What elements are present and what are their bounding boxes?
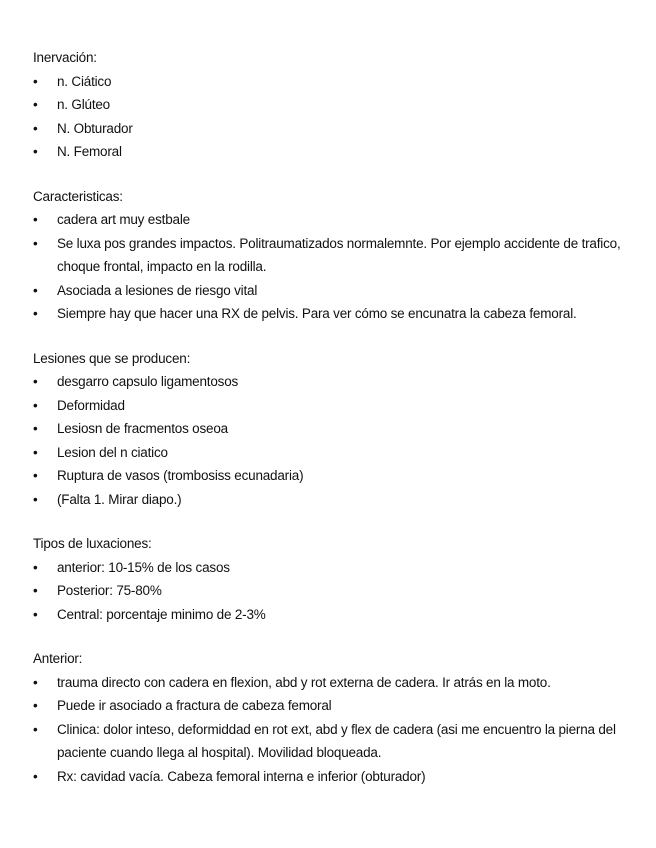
bullet-icon: •	[33, 559, 38, 575]
bullet-icon: •	[33, 144, 38, 159]
list-item-text: Clinica: dolor inteso, deformiddad en rot ext, abd y flex de cadera (asi me encuentro la pierna del paciente cuando llega al hospital). Movilidad bloqueada.	[57, 721, 616, 760]
list-item	[33, 718, 632, 765]
list-item	[33, 232, 632, 279]
bullet-icon: •	[33, 768, 38, 784]
bullet-icon: •	[33, 374, 38, 389]
section-anterior	[33, 647, 632, 788]
list-item-text: Lesion del n ciatico	[57, 444, 168, 460]
list-item	[33, 370, 632, 394]
list-item	[33, 556, 632, 580]
bullet-list	[33, 208, 632, 326]
list-item	[33, 394, 632, 418]
section-heading: Inervación:	[33, 50, 97, 65]
list-item-text: trauma directo con cadera en flexion, abd y rot externa de cadera. Ir atrás en la moto.	[57, 674, 551, 690]
list-item-text: Ruptura de vasos (trombosiss ecunadaria)	[57, 468, 304, 483]
list-item-text: anterior: 10-15% de los casos	[57, 559, 230, 575]
bullet-icon: •	[33, 397, 38, 413]
bullet-icon: •	[33, 468, 38, 483]
bullet-list	[33, 70, 632, 164]
bullet-icon: •	[33, 491, 38, 507]
list-item-text: Rx: cavidad vacía. Cabeza femoral interna e inferior (obturador)	[57, 768, 426, 784]
list-item-text: cadera art muy estbale	[57, 212, 190, 227]
list-item-text: Lesiosn de fracmentos oseoa	[57, 421, 228, 436]
list-item	[33, 417, 632, 441]
bullet-list	[33, 556, 632, 627]
section-heading: Anterior:	[33, 651, 83, 666]
list-item	[33, 208, 632, 232]
bullet-icon: •	[33, 97, 38, 112]
bullet-list	[33, 370, 632, 511]
section-heading: Lesiones que se producen:	[33, 350, 191, 366]
list-item	[33, 671, 632, 695]
list-item-text: Asociada a lesiones de riesgo vital	[57, 282, 258, 298]
list-item	[33, 279, 632, 303]
list-item-text: Se luxa pos grandes impactos. Politraumatizados normalemnte. Por ejemplo accidente de trafico, choque frontal, impacto en la rodilla.	[57, 235, 621, 274]
list-item-text: n. Glúteo	[57, 97, 110, 112]
list-item	[33, 488, 632, 512]
bullet-icon: •	[33, 606, 38, 622]
list-item	[33, 603, 632, 627]
section-heading: Tipos de luxaciones:	[33, 536, 152, 551]
list-item-text: n. Ciático	[57, 73, 112, 89]
list-item	[33, 93, 632, 117]
bullet-icon: •	[33, 212, 38, 227]
bullet-icon: •	[33, 444, 38, 460]
list-item-text: N. Femoral	[57, 144, 122, 159]
bullet-icon: •	[33, 698, 38, 713]
list-item-text: desgarro capsulo ligamentosos	[57, 374, 239, 389]
bullet-icon: •	[33, 282, 38, 298]
list-item-text: Central: porcentaje minimo de 2-3%	[57, 606, 266, 622]
list-item	[33, 765, 632, 789]
bullet-icon: •	[33, 73, 38, 89]
bullet-icon: •	[33, 120, 38, 136]
bullet-icon: •	[33, 583, 38, 598]
list-item	[33, 70, 632, 94]
list-item-text: Deformidad	[57, 397, 125, 413]
list-item-text: Posterior: 75-80%	[57, 583, 162, 598]
section-heading: Caracteristicas:	[33, 188, 123, 204]
list-item-text: Siempre hay que hacer una RX de pelvis. Para ver cómo se encunatra la cabeza femoral.	[57, 306, 577, 321]
section-lesiones	[33, 347, 632, 512]
list-item	[33, 694, 632, 718]
bullet-icon: •	[33, 235, 38, 251]
list-item	[33, 464, 632, 488]
section-caracteristicas	[33, 185, 632, 326]
bullet-icon: •	[33, 421, 38, 436]
list-item-text: N. Obturador	[57, 120, 133, 136]
bullet-icon: •	[33, 721, 38, 737]
list-item	[33, 302, 632, 326]
section-inervacion	[33, 46, 632, 164]
list-item	[33, 140, 632, 164]
list-item-text: (Falta 1. Mirar diapo.)	[57, 491, 182, 507]
list-item-text: Puede ir asociado a fractura de cabeza femoral	[57, 698, 332, 713]
bullet-icon: •	[33, 674, 38, 690]
list-item	[33, 117, 632, 141]
bullet-icon: •	[33, 306, 38, 321]
list-item	[33, 441, 632, 465]
bullet-list	[33, 671, 632, 789]
list-item	[33, 579, 632, 603]
section-tipos-luxaciones	[33, 532, 632, 626]
